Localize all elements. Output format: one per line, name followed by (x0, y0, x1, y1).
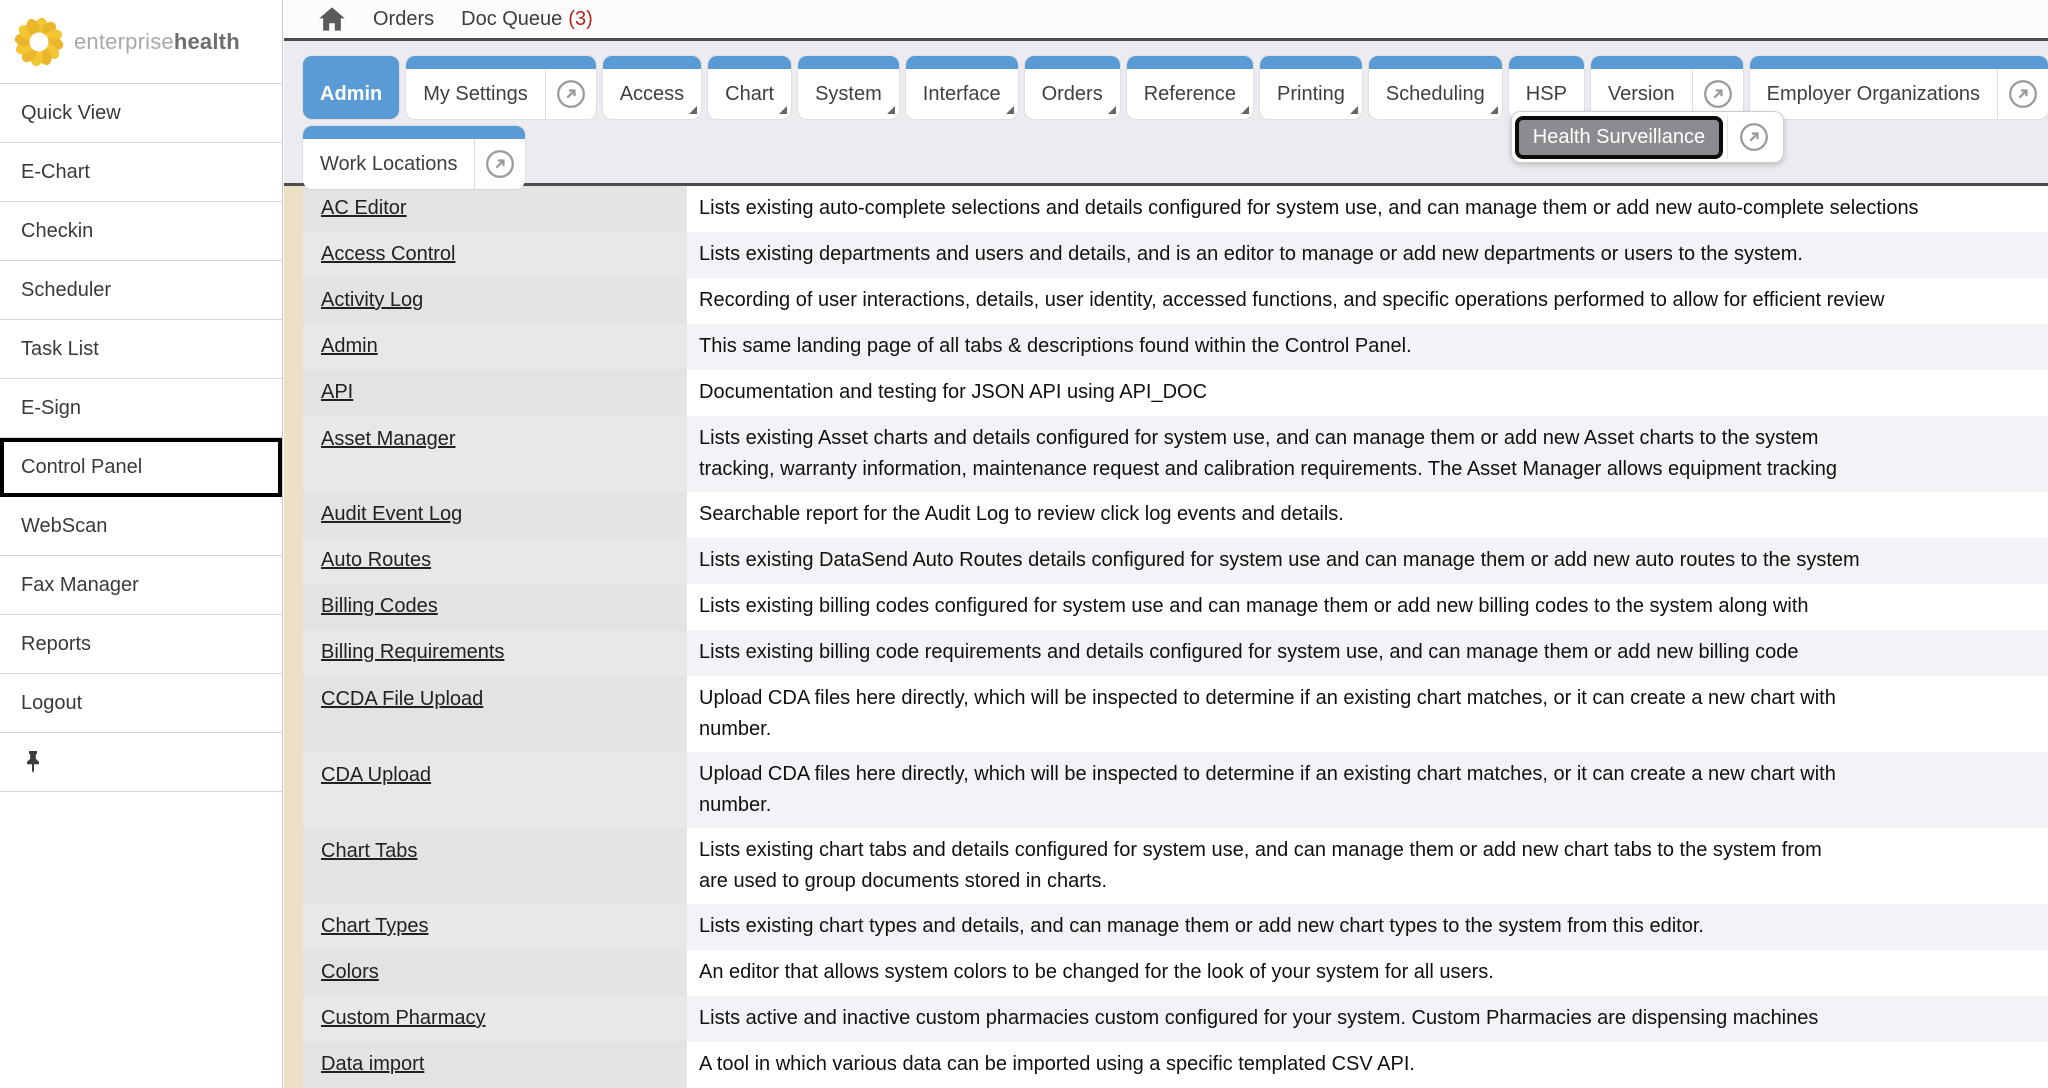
tab-top-cap (1260, 56, 1362, 69)
row-description-line: Lists existing DataSend Auto Routes details configured for system use and can manage them or add new auto routes to the system (699, 549, 1860, 571)
table-row (284, 584, 2048, 630)
row-description-cell (687, 752, 2048, 828)
row-description-line: Lists existing Asset charts and details configured for system use, and can manage them or add new Asset charts to the system (699, 427, 1819, 449)
left-accent-strip (284, 904, 303, 950)
table-row (284, 492, 2048, 538)
control-panel-link[interactable]: Auto Routes (321, 549, 432, 571)
table-row (284, 676, 2048, 752)
row-link-cell (303, 370, 687, 416)
control-panel-link[interactable]: Activity Log (321, 289, 424, 311)
tab-label (406, 69, 544, 119)
tab-label (1025, 69, 1120, 119)
row-description-cell (687, 904, 2048, 950)
row-description-line: Upload CDA files here directly, which will be inspected to determine if an existing chart matches, or it can create a new chart with (699, 763, 1836, 785)
left-accent-strip (284, 584, 303, 630)
tab-top-cap (603, 56, 701, 69)
sidebar-item-label: E-Chart (21, 160, 90, 183)
doc-queue-count-badge: (3) (568, 7, 593, 30)
tab-hsp[interactable] (1509, 56, 1584, 119)
control-panel-link[interactable]: CDA Upload (321, 764, 432, 786)
table-row (284, 904, 2048, 950)
tab-dropdown-corner-icon (689, 106, 697, 114)
brand-name (74, 29, 240, 55)
brand-name-light: enterprise (74, 28, 174, 54)
menu-item-health-surveillance[interactable]: Health Surveillance (1515, 116, 1723, 159)
row-description-line: An editor that allows system colors to be changed for the look of your system for all users. (699, 961, 1494, 983)
row-description-line: A tool in which various data can be imported using a specific templated CSV API. (699, 1053, 1415, 1075)
row-link-cell (303, 278, 687, 324)
tab-label-text: Version (1607, 82, 1675, 105)
row-description-cell (687, 996, 2048, 1042)
row-description-line: Lists existing chart tabs and details configured for system use, and can manage them or add new chart tabs to the system from (699, 839, 1822, 861)
tab-label (906, 69, 1018, 119)
row-description-line: Lists existing departments and users and details, and is an editor to manage or add new departments or users to the system. (699, 243, 1803, 265)
tab-label (303, 69, 399, 119)
sidebar-item-label: WebScan (21, 514, 108, 537)
tab-label-text: HSP (1525, 82, 1567, 105)
tab-scheduling[interactable] (1369, 56, 1502, 119)
tab-top-cap (1591, 56, 1743, 69)
row-description-cell (687, 492, 2048, 538)
control-panel-link[interactable]: Admin (321, 335, 378, 357)
admin-tab-strip (284, 41, 2048, 186)
left-accent-strip (284, 630, 303, 676)
tab-employer-organizations[interactable] (1750, 56, 2048, 119)
row-link-cell (303, 752, 687, 828)
tab-dropdown-corner-icon (1108, 106, 1116, 114)
left-accent-strip (284, 752, 303, 828)
row-link-cell (303, 996, 687, 1042)
row-link-cell (303, 904, 687, 950)
tab-top-cap (1025, 56, 1120, 69)
table-row (284, 186, 2048, 232)
row-description-line: number. (699, 794, 772, 816)
control-panel-link[interactable]: Billing Requirements (321, 641, 505, 663)
row-description-cell (687, 186, 2048, 232)
tab-top-cap (798, 56, 899, 69)
row-description-cell (687, 1042, 2048, 1088)
tab-work-locations[interactable] (303, 126, 525, 189)
sidebar-item-label: Quick View (21, 101, 121, 124)
home-icon[interactable] (318, 6, 346, 32)
row-link-cell (303, 492, 687, 538)
sidebar-item-label: Task List (21, 337, 99, 360)
left-accent-strip (284, 324, 303, 370)
sidebar-item-label: Checkin (21, 219, 94, 242)
row-link-cell (303, 416, 687, 492)
sidebar-item-fax-manager[interactable] (0, 556, 282, 615)
tab-top-cap (406, 56, 595, 69)
tab-label (1260, 69, 1362, 119)
tab-reference[interactable] (1127, 56, 1253, 119)
sidebar-item-e-chart[interactable] (0, 143, 282, 202)
left-accent-strip (284, 186, 303, 232)
nav-item-doc-queue[interactable] (461, 8, 593, 31)
tab-top-cap (1750, 56, 2048, 69)
row-description-cell (687, 828, 2048, 904)
sidebar-item-label: Reports (21, 632, 92, 655)
table-row (284, 752, 2048, 828)
row-link-cell (303, 950, 687, 996)
tab-interface[interactable] (906, 56, 1018, 119)
sidebar-menu (0, 84, 282, 792)
tab-dropdown-corner-icon (1241, 106, 1249, 114)
tab-label (798, 69, 899, 119)
control-panel-link[interactable]: CCDA File Upload (321, 688, 484, 710)
sidebar-item-label: Logout (21, 691, 83, 714)
brand-name-bold: health (173, 28, 240, 54)
table-row (284, 950, 2048, 996)
sidebar (0, 0, 283, 1088)
table-row (284, 416, 2048, 492)
table-row (284, 538, 2048, 584)
table-row (284, 996, 2048, 1042)
row-description-line: This same landing page of all tabs & descriptions found within the Control Panel. (699, 335, 1412, 357)
tab-system[interactable] (798, 56, 899, 119)
table-row (284, 370, 2048, 416)
tab-printing[interactable] (1260, 56, 1362, 119)
control-panel-link[interactable]: Audit Event Log (321, 503, 463, 525)
sidebar-item-scheduler[interactable] (0, 261, 282, 320)
tab-my-settings[interactable] (406, 56, 595, 119)
row-description-line: Lists active and inactive custom pharmacies custom configured for your system. Custom Pharmacies are dispensing machines (699, 1007, 1819, 1029)
row-link-cell (303, 630, 687, 676)
brand-logo-block (0, 0, 282, 84)
row-link-cell (303, 232, 687, 278)
sidebar-item-label: E-Sign (21, 396, 82, 419)
sidebar-item-logout[interactable] (0, 674, 282, 733)
tab-top-cap (303, 56, 399, 69)
row-description-line: Upload CDA files here directly, which will be inspected to determine if an existing chart matches, or it can create a new chart with (699, 687, 1836, 709)
row-description-line: Lists existing billing codes configured for system use and can manage them or add new billing codes to the system along with (699, 595, 1809, 617)
left-accent-strip (284, 492, 303, 538)
left-accent-strip (284, 828, 303, 904)
table-row (284, 324, 2048, 370)
control-panel-link[interactable]: AC Editor (321, 197, 407, 219)
row-description-cell (687, 538, 2048, 584)
sidebar-item-control-panel[interactable] (0, 438, 282, 497)
left-accent-strip (284, 1042, 303, 1088)
hsp-dropdown-menu (1511, 111, 1784, 163)
row-link-cell (303, 828, 687, 904)
sunflower-logo-icon (13, 16, 65, 68)
control-panel-link[interactable]: Data import (321, 1053, 425, 1075)
tab-label-text: Reference (1143, 82, 1236, 105)
tab-label-text: Chart (725, 82, 775, 105)
row-description-line: Lists existing billing code requirements and details configured for system use, and can manage them or add new billing code (699, 641, 1799, 663)
table-row (284, 630, 2048, 676)
row-description-cell (687, 232, 2048, 278)
control-panel-link[interactable]: Chart Types (321, 915, 429, 937)
row-description-line: Searchable report for the Audit Log to review click log events and details. (699, 503, 1344, 525)
external-link-icon[interactable] (545, 69, 596, 119)
tab-top-cap (1127, 56, 1253, 69)
tab-row-1 (303, 56, 2048, 148)
tab-orders[interactable] (1025, 56, 1120, 119)
tab-label (303, 139, 474, 189)
sidebar-item-pin[interactable] (0, 733, 282, 792)
tab-label (1750, 69, 1997, 119)
tab-dropdown-corner-icon (1490, 106, 1498, 114)
tab-label-text: Employer Organizations (1766, 82, 1981, 105)
external-link-icon[interactable] (474, 139, 525, 189)
table-row (284, 828, 2048, 904)
row-description-line: number. (699, 718, 772, 740)
tab-label-text: Admin (320, 82, 383, 105)
row-description-line: Documentation and testing for JSON API using API_DOC (699, 381, 1208, 403)
row-link-cell (303, 324, 687, 370)
row-description-cell (687, 950, 2048, 996)
tab-dropdown-corner-icon (1350, 106, 1358, 114)
tab-dropdown-corner-icon (887, 106, 895, 114)
sidebar-item-reports[interactable] (0, 615, 282, 674)
tab-top-cap (906, 56, 1018, 69)
tab-version[interactable] (1591, 56, 1743, 119)
control-panel-link[interactable]: Asset Manager (321, 428, 456, 450)
tab-label-text: Interface (922, 82, 1001, 105)
tab-chart[interactable] (708, 56, 791, 119)
row-description-cell (687, 278, 2048, 324)
tab-label-text: Access (619, 82, 685, 105)
left-accent-strip (284, 950, 303, 996)
row-description-line: Lists existing auto-complete selections and details configured for system use, and can manage them or add new auto-complete selections (699, 197, 1919, 219)
tab-label-text: Scheduling (1385, 82, 1485, 105)
tab-top-cap (708, 56, 791, 69)
tab-top-cap (1509, 56, 1584, 69)
table-row (284, 1042, 2048, 1088)
row-link-cell (303, 584, 687, 630)
tab-top-cap (1369, 56, 1502, 69)
left-accent-strip (284, 416, 303, 492)
tab-top-cap (303, 126, 525, 139)
tab-access[interactable] (603, 56, 701, 119)
external-link-icon[interactable] (1997, 69, 2048, 119)
row-description-line: Recording of user interactions, details, user identity, accessed functions, and specific operations performed to allow for efficient review (699, 289, 1885, 311)
row-link-cell (303, 186, 687, 232)
tab-label-text: Work Locations (320, 152, 458, 175)
table-row (284, 278, 2048, 324)
control-panel-table (284, 186, 2048, 1088)
row-link-cell (303, 676, 687, 752)
control-panel-link[interactable]: Chart Tabs (321, 840, 418, 862)
tab-label-text: System (815, 82, 882, 105)
sidebar-item-e-sign[interactable] (0, 379, 282, 438)
tab-label-text: Orders (1041, 82, 1103, 105)
table-row (284, 232, 2048, 278)
tab-label (708, 69, 791, 119)
sidebar-item-webscan[interactable] (0, 497, 282, 556)
left-accent-strip (284, 232, 303, 278)
left-accent-strip (284, 676, 303, 752)
tab-label-text: Printing (1277, 82, 1345, 105)
row-link-cell (303, 1042, 687, 1088)
tab-dropdown-corner-icon (779, 106, 787, 114)
row-link-cell (303, 538, 687, 584)
left-accent-strip (284, 370, 303, 416)
row-description-cell (687, 630, 2048, 676)
left-accent-strip (284, 278, 303, 324)
control-panel-link[interactable]: Access Control (321, 243, 456, 265)
row-description-cell (687, 416, 2048, 492)
sidebar-item-task-list[interactable] (0, 320, 282, 379)
tab-admin[interactable] (303, 56, 399, 119)
control-panel-link[interactable]: Colors (321, 961, 379, 983)
row-description-cell (687, 584, 2048, 630)
row-description-cell (687, 370, 2048, 416)
row-description-line: are used to group documents stored in charts. (699, 870, 1108, 892)
row-description-line: Lists existing chart types and details, and can manage them or add new chart types to the system from this editor. (699, 915, 1704, 937)
external-link-icon[interactable] (1727, 115, 1780, 159)
control-panel-link[interactable]: API (321, 381, 354, 403)
control-panel-link[interactable]: Billing Codes (321, 595, 438, 617)
row-description-cell (687, 324, 2048, 370)
left-accent-strip (284, 538, 303, 584)
top-nav-bar (284, 0, 2048, 41)
sidebar-item-quick-view[interactable] (0, 84, 282, 143)
pin-icon (21, 749, 45, 775)
sidebar-item-label: Scheduler (21, 278, 112, 301)
nav-orders-label: Orders (373, 7, 435, 30)
sidebar-item-checkin[interactable] (0, 202, 282, 261)
nav-item-orders[interactable] (373, 8, 434, 31)
control-panel-link[interactable]: Custom Pharmacy (321, 1007, 486, 1029)
row-description-line: tracking, warranty information, maintenance request and calibration requirements. The Asset Manager allows equipment tracking (699, 458, 1837, 480)
left-accent-strip (284, 996, 303, 1042)
sidebar-item-label: Fax Manager (21, 573, 139, 596)
tab-row-2 (303, 126, 525, 189)
tab-label-text: My Settings (423, 82, 528, 105)
tab-label (1127, 69, 1253, 119)
nav-doc-queue-label: Doc Queue (461, 7, 563, 30)
tab-label (1369, 69, 1502, 119)
tab-dropdown-corner-icon (1006, 106, 1014, 114)
tab-label (603, 69, 701, 119)
sidebar-item-label: Control Panel (21, 456, 143, 478)
row-description-cell (687, 676, 2048, 752)
